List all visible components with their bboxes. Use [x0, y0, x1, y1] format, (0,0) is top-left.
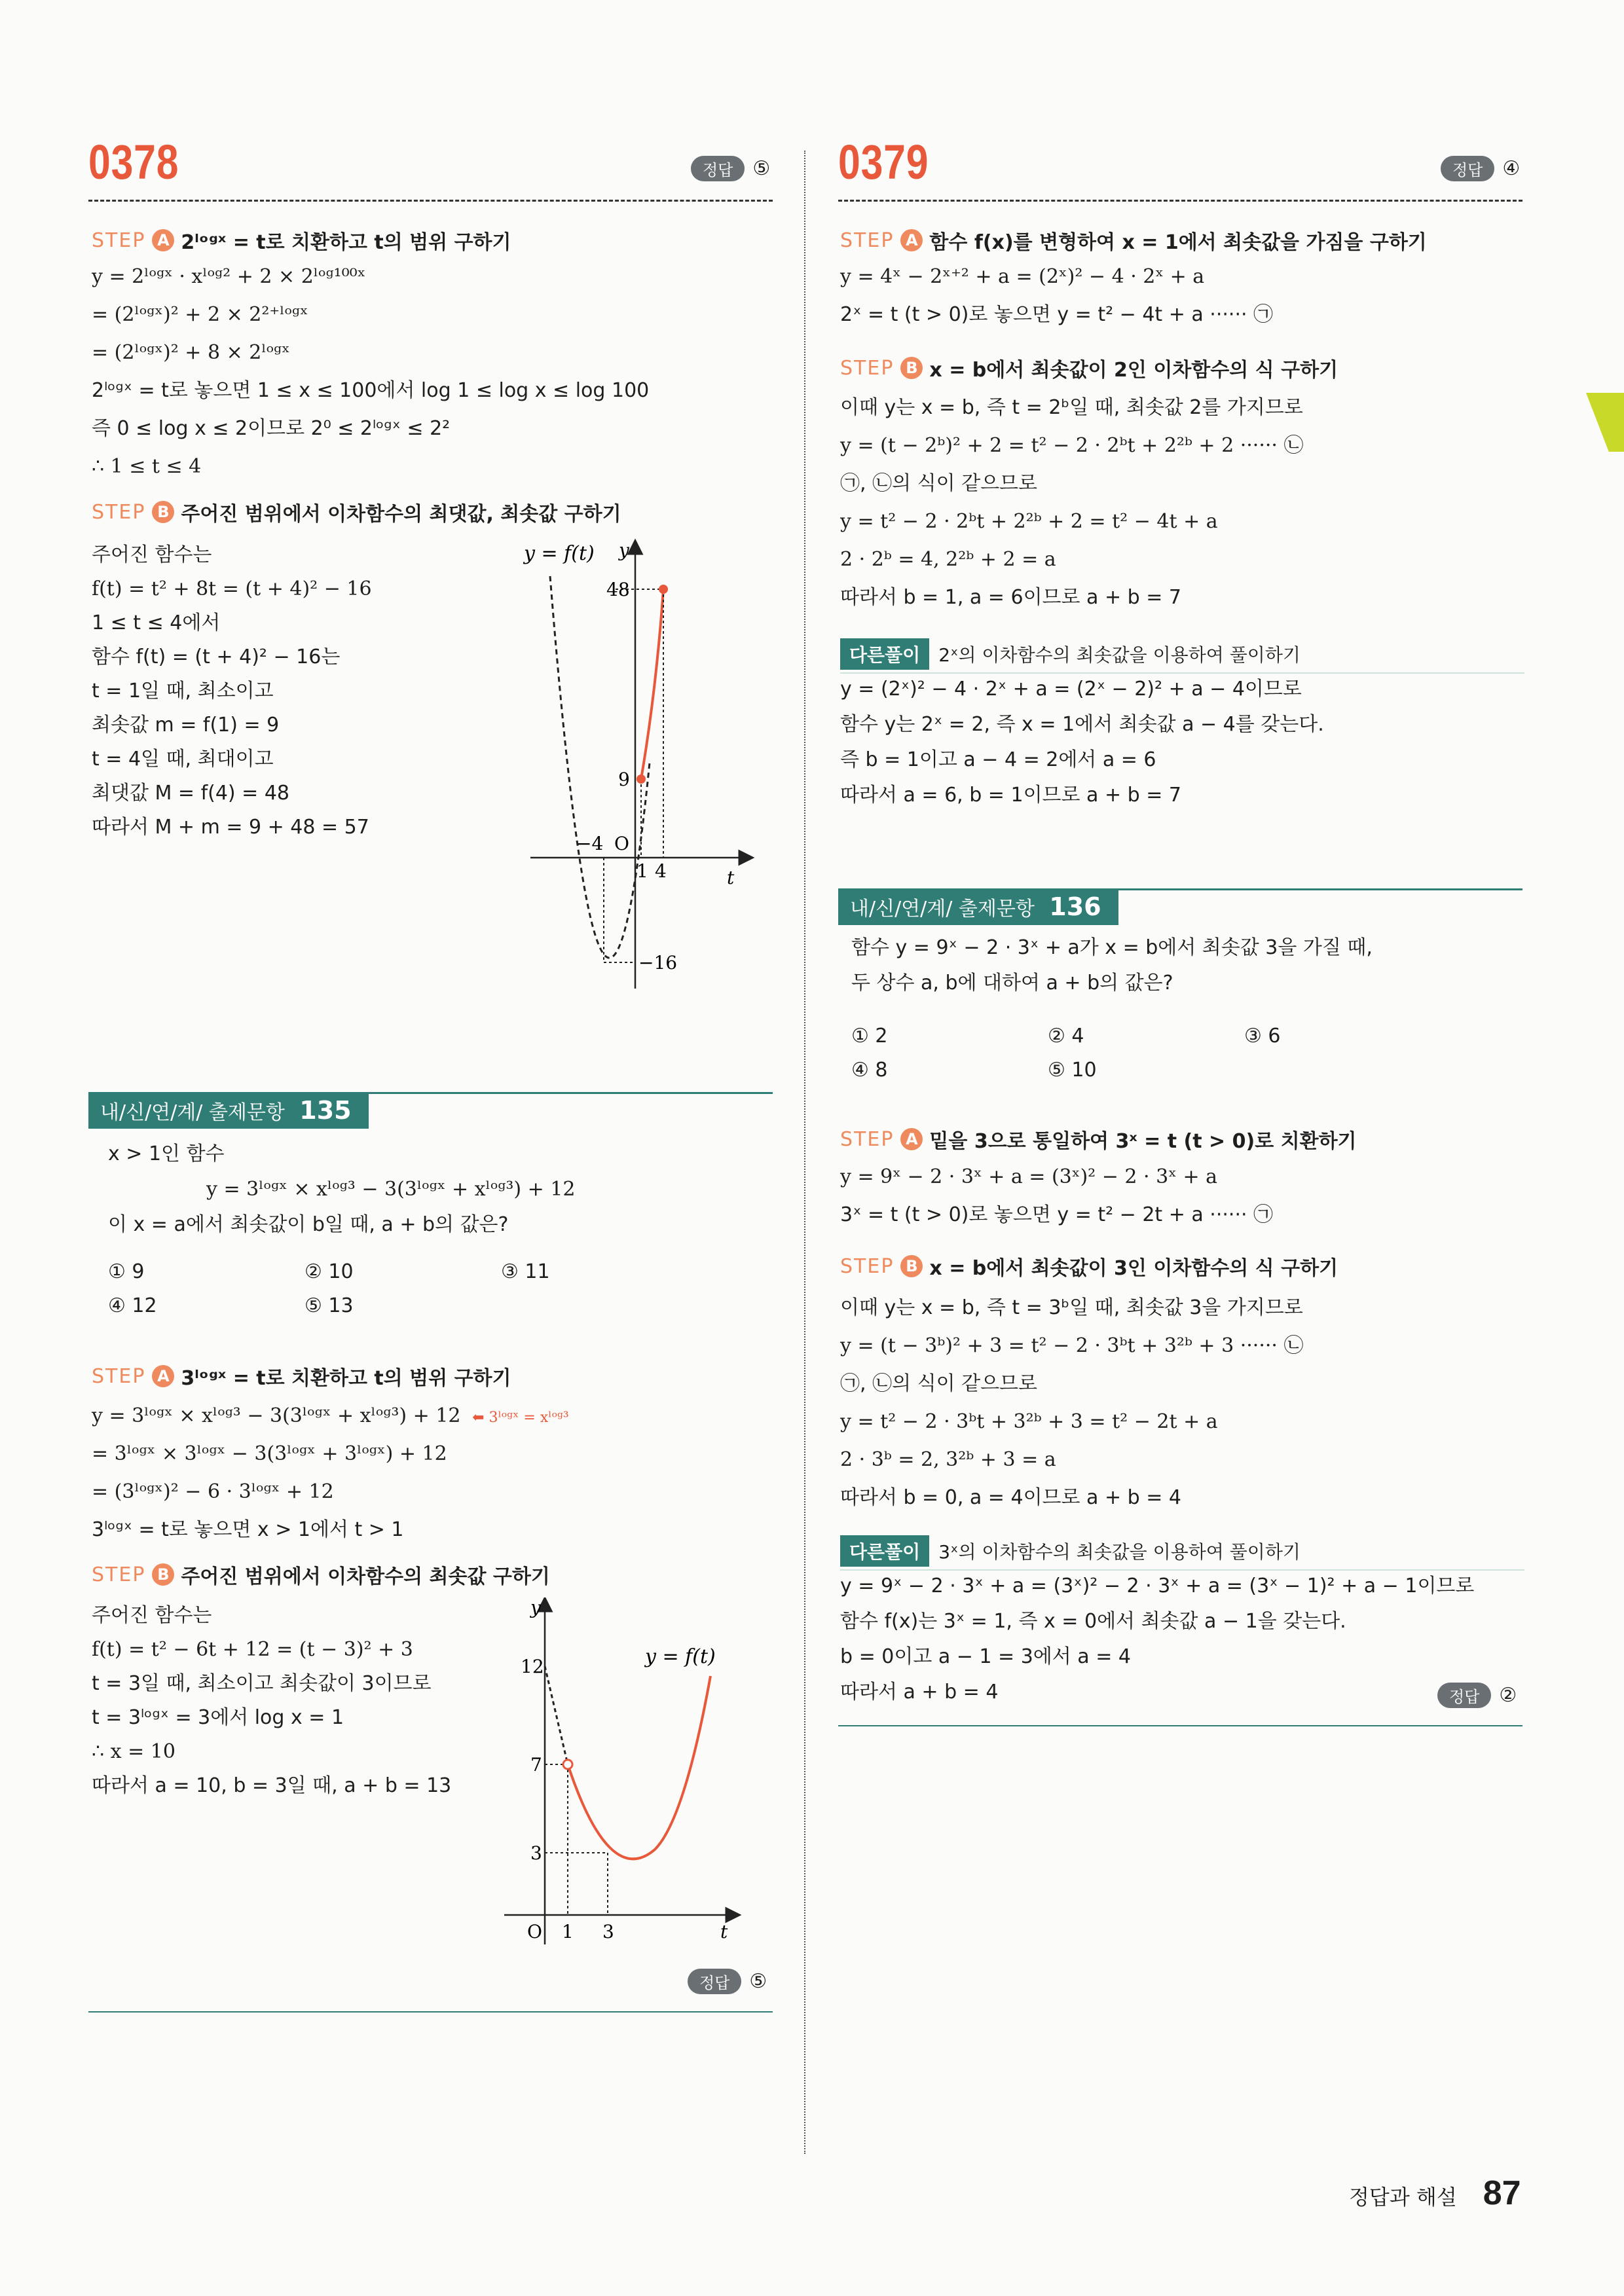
- alt-tag: 다른풀이: [840, 1535, 929, 1567]
- tick-neg16: −16: [638, 952, 678, 974]
- math-line: 최댓값 M = f(4) = 48: [92, 782, 290, 805]
- math-line: 2ˡᵒᵍˣ = t로 놓으면 1 ≤ x ≤ 100에서 log 1 ≤ log x ≤ log 100: [92, 379, 650, 402]
- fn-label: y = f(t): [645, 1645, 716, 1668]
- math-line: 이때 y는 x = b, 즉 t = 3ᵇ일 때, 최솟값 3을 가지므로: [840, 1296, 1303, 1319]
- math-line: ∴ x = 10: [92, 1740, 175, 1763]
- divider: [88, 200, 773, 202]
- math-line: 따라서 a + b = 4: [840, 1681, 999, 1704]
- math-line: ㉠, ㉡의 식이 같으므로: [840, 472, 1038, 495]
- math-line: t = 1일 때, 최소이고: [92, 680, 274, 702]
- math-line: 최솟값 m = f(1) = 9: [92, 714, 280, 737]
- question-136: [851, 936, 1373, 1007]
- step-b-heading-2: STEP B x = b에서 최솟값이 3인 이차함수의 식 구하기: [840, 1252, 1338, 1281]
- alt-solution-heading-2: [840, 1535, 1524, 1571]
- math-line: y = (2ˣ)² − 4 · 2ˣ + a = (2ˣ − 2)² + a − 4이므로: [840, 678, 1302, 701]
- math-line: y = t² − 2 · 2ᵇt + 2²ᵇ + 2 = t² − 4t + a: [840, 510, 1218, 533]
- math-line: y = (t − 2ᵇ)² + 2 = t² − 2 · 2ᵇt + 2²ᵇ + 2 ······ ㉡: [840, 434, 1304, 457]
- box-number: 136: [1049, 892, 1101, 921]
- chapter-tab: [1586, 393, 1624, 452]
- step-a-heading: STEP A 함수 f(x)를 변형하여 x = 1에서 최솟값을 가짐을 구하기: [840, 226, 1427, 255]
- math-line: = (3ˡᵒᵍˣ)² − 6 · 3ˡᵒᵍˣ + 12: [92, 1480, 334, 1503]
- y-axis-label: y: [619, 539, 629, 561]
- alt-solution-heading: [840, 638, 1524, 674]
- box-end-rule: [88, 2011, 773, 2013]
- math-line: 2 · 3ᵇ = 2, 3²ᵇ + 3 = a: [840, 1448, 1056, 1471]
- option[interactable]: ⑤ 10: [1048, 1059, 1097, 1082]
- math-line: 함수 f(t) = (t + 4)² − 16는: [92, 646, 341, 668]
- option[interactable]: ① 2: [851, 1025, 888, 1048]
- box-end-rule: [838, 1725, 1522, 1726]
- math-line: = 3ˡᵒᵍˣ × 3ˡᵒᵍˣ − 3(3ˡᵒᵍˣ + 3ˡᵒᵍˣ) + 12: [92, 1442, 447, 1465]
- related-problem-box-135: 내/신/연/계/ 출제문항 135: [88, 1092, 369, 1129]
- math-line: 따라서 M + m = 9 + 48 = 57: [92, 816, 369, 839]
- math-line: 따라서 a = 10, b = 3일 때, a + b = 13: [92, 1774, 452, 1797]
- step-b-body: [840, 396, 1303, 624]
- box-number: 135: [299, 1096, 352, 1125]
- origin-label: O: [614, 833, 629, 854]
- step-b-body-2: [840, 1296, 1303, 1524]
- step-a-body: [840, 265, 1273, 341]
- math-line: 함수 f(x)는 3ˣ = 1, 즉 x = 0에서 최솟값 a − 1을 갖는다.: [840, 1610, 1346, 1633]
- math-line: y = 2ˡᵒᵍˣ · xˡᵒᵍ² + 2 × 2ˡᵒᵍ¹⁰⁰ˣ: [92, 265, 366, 288]
- step-b-heading: STEP B 주어진 범위에서 이차함수의 최댓값, 최솟값 구하기: [92, 498, 621, 526]
- math-line: 2 · 2ᵇ = 4, 2²ᵇ + 2 = a: [840, 548, 1056, 571]
- math-line: ∴ 1 ≤ t ≤ 4: [92, 455, 202, 478]
- tick-1: 1: [562, 1921, 574, 1942]
- curve-dashed: [545, 1666, 568, 1764]
- step-title: 밑을 3으로 통일하여 3ˣ = t (t > 0)로 치환하기: [929, 1130, 1357, 1153]
- alt-title: 3ˣ의 이차함수의 최솟값을 이용하여 풀이하기: [938, 1541, 1301, 1563]
- problem-number-0378: 0378: [88, 135, 179, 189]
- math-line: y = (t − 3ᵇ)² + 3 = t² − 2 · 3ᵇt + 3²ᵇ + 3 ······ ㉡: [840, 1334, 1304, 1357]
- step-a-heading-2: STEP A 3ˡᵒᵍˣ = t로 치환하고 t의 범위 구하기: [92, 1362, 511, 1391]
- options-136: [851, 1025, 1441, 1093]
- option[interactable]: ② 10: [304, 1260, 354, 1283]
- math-line: ㉠, ㉡의 식이 같으므로: [840, 1372, 1038, 1395]
- math-line: 따라서 b = 0, a = 4이므로 a + b = 4: [840, 1486, 1181, 1509]
- t-axis-label: t: [727, 867, 735, 888]
- fn-label: y = f(t): [524, 542, 595, 565]
- math-line: y = 4ˣ − 2ˣ⁺² + a = (2ˣ)² − 4 · 2ˣ + a: [840, 265, 1205, 288]
- math-line: = (2ˡᵒᵍˣ)² + 2 × 2²⁺ˡᵒᵍˣ: [92, 303, 308, 326]
- math-line: t = 3ˡᵒᵍˣ = 3에서 log x = 1: [92, 1706, 344, 1729]
- parabola-graph-1: [511, 537, 760, 995]
- curve-solid: [641, 589, 663, 779]
- options-135: [108, 1260, 697, 1328]
- tick-48: 48: [606, 579, 630, 600]
- option[interactable]: ③ 11: [501, 1260, 550, 1283]
- tick-3x: 3: [602, 1921, 614, 1942]
- step-b-heading-2: STEP B 주어진 범위에서 이차함수의 최솟값 구하기: [92, 1560, 550, 1589]
- math-line: f(t) = t² − 6t + 12 = (t − 3)² + 3: [92, 1638, 413, 1661]
- answer-label: 정답: [688, 1969, 741, 1994]
- step-b-body-2: [92, 1604, 451, 1808]
- answer-value: ⑤: [752, 157, 771, 180]
- alt-tag: 다른풀이: [840, 638, 929, 670]
- tick-1: 1: [637, 860, 648, 882]
- step-title: x = b에서 최솟값이 3인 이차함수의 식 구하기: [929, 1257, 1338, 1280]
- open-point: [563, 1760, 572, 1769]
- step-a-heading-2: STEP A 밑을 3으로 통일하여 3ˣ = t (t > 0)로 치환하기: [840, 1125, 1357, 1154]
- math-line: y = 9ˣ − 2 · 3ˣ + a = (3ˣ)² − 2 · 3ˣ + a: [840, 1165, 1218, 1188]
- math-line: 함수 y는 2ˣ = 2, 즉 x = 1에서 최솟값 a − 4를 갖는다.: [840, 713, 1324, 736]
- option[interactable]: ④ 12: [108, 1294, 157, 1317]
- math-line: t = 3일 때, 최소이고 최솟값이 3이므로: [92, 1672, 432, 1695]
- origin-label: O: [527, 1921, 542, 1942]
- step-a-body-2: [840, 1165, 1273, 1241]
- parabola-graph-2: [498, 1597, 760, 1951]
- math-line: 즉 b = 1이고 a − 4 = 2에서 a = 6: [840, 748, 1156, 771]
- answer-badge-136: [1437, 1683, 1517, 1708]
- answer-value: ④: [1502, 157, 1521, 180]
- math-line: 1 ≤ t ≤ 4에서: [92, 611, 221, 634]
- math-line: 따라서 b = 1, a = 6이므로 a + b = 7: [840, 586, 1181, 609]
- question-line: x > 1인 함수: [108, 1142, 225, 1165]
- step-title: 주어진 범위에서 이차함수의 최댓값, 최솟값 구하기: [181, 503, 621, 526]
- tick-3: 3: [530, 1842, 542, 1864]
- note: ⬅ 3ˡᵒᵍˣ = xˡᵒᵍ³: [472, 1410, 569, 1426]
- step-title: 주어진 범위에서 이차함수의 최솟값 구하기: [181, 1565, 550, 1588]
- step-title: 3ˡᵒᵍˣ = t로 치환하고 t의 범위 구하기: [181, 1367, 511, 1390]
- question-line: 함수 y = 9ˣ − 2 · 3ˣ + a가 x = b에서 최솟값 3을 가질 때,: [851, 936, 1373, 959]
- question-135: [108, 1142, 576, 1248]
- math-line: 따라서 a = 6, b = 1이므로 a + b = 7: [840, 784, 1181, 807]
- step-b-heading: STEP B x = b에서 최솟값이 2인 이차함수의 식 구하기: [840, 354, 1338, 382]
- divider: [838, 200, 1522, 202]
- answer-badge-0378: [691, 156, 770, 181]
- step-b-body: [92, 543, 372, 850]
- math-line: t = 4일 때, 최대이고: [92, 748, 274, 771]
- math-line: 3ˣ = t (t > 0)로 놓으면 y = t² − 2t + a ······ ㉠: [840, 1203, 1274, 1226]
- option[interactable]: ⑤ 13: [304, 1294, 354, 1317]
- step-title: 함수 f(x)를 변형하여 x = 1에서 최솟값을 가짐을 구하기: [929, 231, 1427, 254]
- min-point: [637, 774, 646, 784]
- math-line: y = 9ˣ − 2 · 3ˣ + a = (3ˣ)² − 2 · 3ˣ + a = (3ˣ − 1)² + a − 1이므로: [840, 1575, 1475, 1597]
- math-line: 즉 0 ≤ log x ≤ 2이므로 2⁰ ≤ 2ˡᵒᵍˣ ≤ 2²: [92, 417, 451, 440]
- page-footer: [1349, 2174, 1521, 2213]
- y-axis-label: y: [530, 1597, 541, 1618]
- question-line: y = 3ˡᵒᵍˣ × xˡᵒᵍ³ − 3(3ˡᵒᵍˣ + xˡᵒᵍ³) + 12: [206, 1178, 576, 1201]
- question-line: 두 상수 a, b에 대하여 a + b의 값은?: [851, 972, 1173, 994]
- alt-title: 2ˣ의 이차함수의 최솟값을 이용하여 풀이하기: [938, 644, 1301, 666]
- option[interactable]: ④ 8: [851, 1059, 888, 1082]
- footer-label: 정답과 해설: [1349, 2185, 1457, 2210]
- tick-neg4: −4: [576, 833, 604, 854]
- option[interactable]: ① 9: [108, 1260, 145, 1283]
- related-problem-box-136: 내/신/연/계/ 출제문항 136: [838, 888, 1118, 925]
- answer-label: 정답: [691, 156, 745, 181]
- problem-number-0379: 0379: [838, 135, 929, 189]
- math-line: 2ˣ = t (t > 0)로 놓으면 y = t² − 4t + a ······ ㉠: [840, 303, 1274, 326]
- math-line: 주어진 함수는: [92, 543, 212, 566]
- math-line: f(t) = t² + 8t = (t + 4)² − 16: [92, 577, 372, 600]
- tick-4: 4: [655, 860, 667, 882]
- answer-label: 정답: [1441, 156, 1494, 181]
- step-a-body: [92, 265, 649, 493]
- math-line: y = t² − 2 · 3ᵇt + 3²ᵇ + 3 = t² − 2t + a: [840, 1410, 1218, 1433]
- step-a-heading: STEP A 2ˡᵒᵍˣ = t로 치환하고 t의 범위 구하기: [92, 226, 511, 255]
- math-line: = (2ˡᵒᵍˣ)² + 8 × 2ˡᵒᵍˣ: [92, 341, 290, 364]
- t-axis-label: t: [720, 1921, 728, 1942]
- alt-solution-body-2: [840, 1575, 1474, 1716]
- step-title: x = b에서 최솟값이 2인 이차함수의 식 구하기: [929, 359, 1338, 382]
- math-line: b = 0이고 a − 1 = 3에서 a = 4: [840, 1645, 1131, 1668]
- tick-9: 9: [618, 769, 630, 790]
- step-title: 2ˡᵒᵍˣ = t로 치환하고 t의 범위 구하기: [181, 231, 511, 254]
- tick-7: 7: [530, 1754, 542, 1776]
- math-line: 3ˡᵒᵍˣ = t로 놓으면 x > 1에서 t > 1: [92, 1518, 404, 1541]
- option[interactable]: ② 4: [1048, 1025, 1084, 1048]
- step-a-body-2: [92, 1404, 569, 1556]
- answer-badge-135: [688, 1969, 767, 1994]
- answer-value: ⑤: [749, 1970, 767, 1993]
- tick-12: 12: [521, 1656, 544, 1677]
- answer-value: ②: [1499, 1684, 1517, 1707]
- math-line: 주어진 함수는: [92, 1604, 212, 1627]
- math-line: y = 3ˡᵒᵍˣ × xˡᵒᵍ³ − 3(3ˡᵒᵍˣ + xˡᵒᵍ³) + 12 ⬅ 3ˡᵒᵍˣ = xˡᵒᵍ³: [92, 1404, 569, 1427]
- answer-label: 정답: [1437, 1683, 1491, 1708]
- page-number: 87: [1483, 2174, 1521, 2212]
- math-line: 이때 y는 x = b, 즉 t = 2ᵇ일 때, 최솟값 2를 가지므로: [840, 396, 1303, 419]
- curve-solid: [568, 1676, 710, 1859]
- answer-badge-0379: [1441, 156, 1520, 181]
- column-divider: [804, 151, 805, 2154]
- max-point: [659, 585, 668, 594]
- option[interactable]: ③ 6: [1244, 1025, 1281, 1048]
- alt-solution-body: [840, 678, 1324, 819]
- question-line: 이 x = a에서 최솟값이 b일 때, a + b의 값은?: [108, 1213, 509, 1236]
